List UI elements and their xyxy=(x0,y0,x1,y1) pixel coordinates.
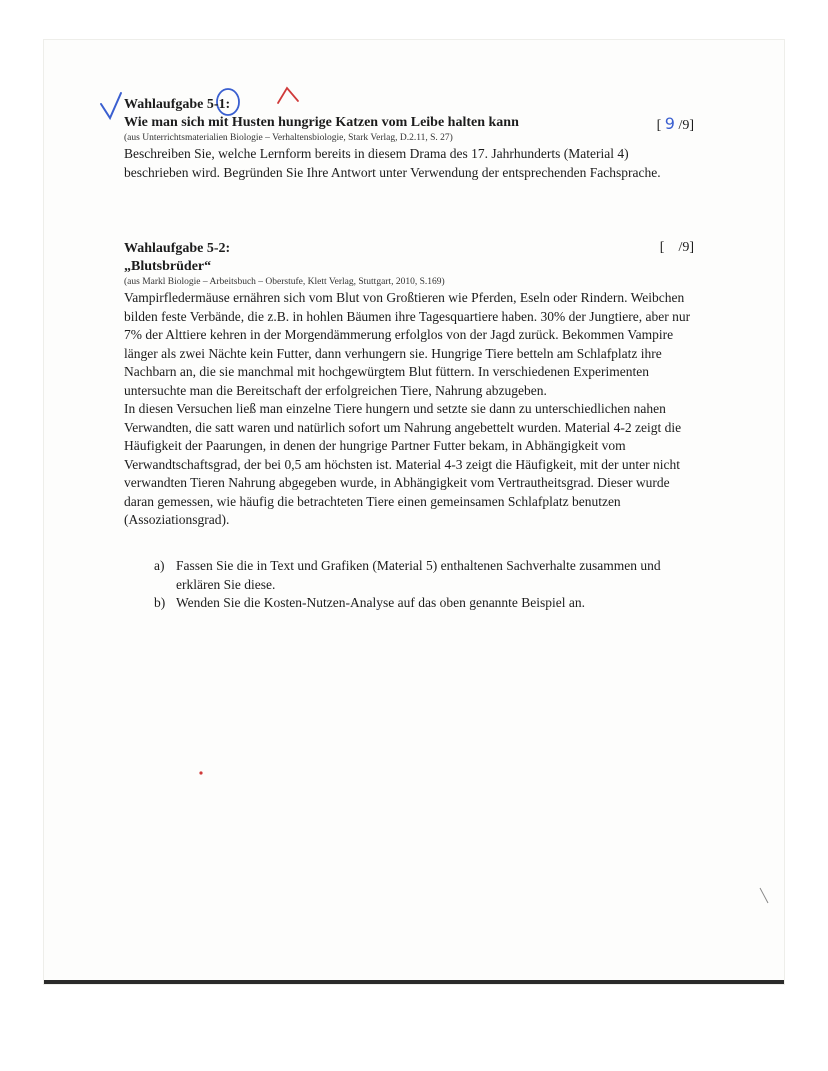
list-item-text: Fassen Sie die in Text und Grafiken (Material 5) enthaltenen Sachverhalte zusammen und erklären Sie diese. xyxy=(176,558,661,592)
score-box: [ /9] xyxy=(659,240,694,255)
list-marker: a) xyxy=(154,558,165,573)
source-citation: (aus Markl Biologie – Arbeitsbuch – Oberstufe, Klett Verlag, Stuttgart, 2010, S.169) xyxy=(124,277,445,287)
handwritten-score: 9 xyxy=(664,114,675,133)
list-item-text: Wenden Sie die Kosten-Nutzen-Analyse auf das oben genannte Beispiel an. xyxy=(176,595,586,610)
task-5-1 xyxy=(124,96,694,182)
task-subtitle: „Blutsbrüder“ xyxy=(124,259,212,274)
task-list xyxy=(154,557,694,613)
source-citation: (aus Unterrichtsmaterialien Biologie – Verhaltensbiologie, Stark Verlag, D.2.11, S. 27) xyxy=(124,133,453,143)
task-5-2 xyxy=(124,240,694,530)
task-paragraph-1: Vampirfledermäuse ernähren sich vom Blut von Großtieren wie Pferden, Eseln oder Rindern. Weibchen bilden feste Verbände, die z.B. in hohlen Bäumen ihre Tagesquartiere haben. 30% der Jungtiere, aber nur 7% der Alttiere kehren in der Morgendämmerung erfolglos von der Jagd zurück. Bekommen Vampire länger als zwei Nächte kein Futter, dann verhungern sie. Hungrige Tiere betteln am Schlafplatz ihre Nachbarn an, die sie manchmal mit hochgewürgtem Blut füttern. In verschiedenen Experimenten untersuchte man die Bereitschaft der erfolgreichen Tiere, Nahrung abzugeben. xyxy=(124,290,691,398)
task-paragraph-2: In diesen Versuchen ließ man einzelne Tiere hungern und setzte sie dann zu unterschiedlichen nahen Verwandten, die satt waren und natürlich sofort um Nahrung angebettelt wurden. Material 4-2 zeigt die Häufigkeit der Paarungen, in denen der hungrige Partner Futter bekam, in Abhängigkeit vom Verwandtschaftsgrad, der bei 0,5 am höchsten ist. Material 4-3 zeigt die Häufigkeit, mit der unter nicht verwandten Tieren Nahrung abgegeben wurde, in Abhängigkeit vom Vertrautheitsgrad. Dieser wurde daran gemessen, wie häufig die betrachteten Tiere einen gemeinsamen Schlafplatz benutzen (Assoziationsgrad). xyxy=(124,401,682,527)
list-marker: b) xyxy=(154,595,166,610)
checkmark-icon xyxy=(101,93,121,118)
task-heading: Wahlaufgabe 5-1: xyxy=(124,97,231,112)
score-total: /9] xyxy=(678,118,694,133)
list-item xyxy=(154,557,694,594)
score-bracket: [ xyxy=(656,118,662,133)
score-box xyxy=(657,114,694,134)
pencil-stroke-icon xyxy=(760,888,768,903)
list-item xyxy=(154,594,694,613)
task-text: Beschreiben Sie, welche Lernform bereits in diesem Drama des 17. Jahrhunderts (Material 4) beschrieben wird. Begründen Sie Ihre Antwort unter Verwendung der entsprechenden Fachsprache. xyxy=(124,146,661,180)
red-dot-icon xyxy=(199,771,202,774)
task-subtitle: Wie man sich mit Husten hungrige Katzen vom Leibe halten kann xyxy=(124,115,519,130)
task-heading: Wahlaufgabe 5-2: xyxy=(124,241,231,256)
